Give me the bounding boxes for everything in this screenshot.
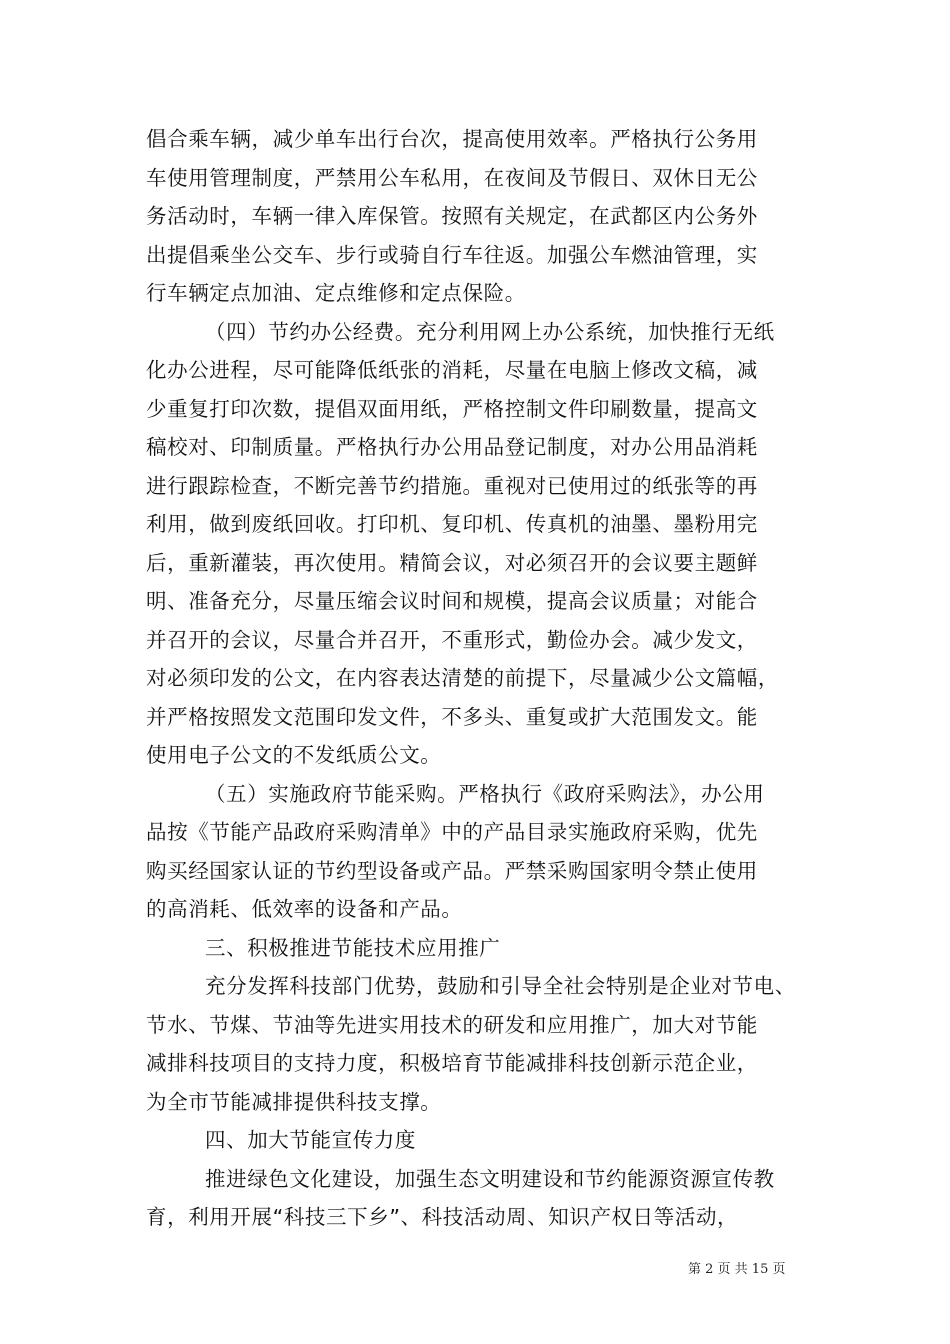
section-heading: 四、加大节能宣传力度: [205, 1128, 416, 1152]
text-line: 行车辆定点加油、定点维修和定点保险。: [146, 281, 526, 305]
text-line: 并严格按照发文范围印发文件，不多头、重复或扩大范围发文。能: [146, 704, 758, 729]
text-line: 购买经国家认证的节约型设备或产品。严禁采购国家明令禁止使用: [146, 858, 758, 883]
text-line: （五）实施政府节能采购。严格执行《政府采购法》，办公用: [205, 781, 765, 806]
text-line: 使用电子公文的不发纸质公文。: [146, 743, 442, 767]
text-line: 充分发挥科技部门优势，鼓励和引导全社会特别是企业对节电、: [205, 974, 796, 998]
text-line: 并召开的会议，尽量合并召开，不重形式，勤俭办会。减少发文，: [146, 627, 758, 652]
text-line: 化办公进程，尽可能降低纸张的消耗，尽量在电脑上修改文稿，减: [146, 358, 758, 382]
text-line: （四）节约办公经费。充分利用网上办公系统，加快推行无纸: [205, 319, 775, 344]
text-line: 进行跟踪检查，不断完善节约措施。重视对已使用过的纸张等的再: [146, 473, 758, 498]
page-number-footer: 第 2 页 共 15 页: [688, 1262, 786, 1277]
text-line: 出提倡乘坐公交车、步行或骑自行车往返。加强公车燃油管理，实: [146, 242, 758, 267]
text-line: 明、准备充分，尽量压缩会议时间和规模，提高会议质量；对能合: [146, 589, 758, 613]
section-heading-publicity: [146, 1121, 806, 1160]
text-line: 对必须印发的公文，在内容表达清楚的前提下，尽量减少公文篇幅，: [146, 666, 779, 690]
text-line: 务活动时，车辆一律入库保管。按照有关规定，在武都区内公务外: [146, 204, 758, 228]
paragraph: [146, 120, 806, 313]
text-line: 为全市节能减排提供科技支撑。: [146, 1089, 442, 1114]
text-line: 节水、节煤、节油等先进实用技术的研发和应用推广，加大对节能: [146, 1012, 758, 1037]
text-line: 育，利用开展“科技三下乡”、科技活动周、知识产权日等活动，: [146, 1205, 739, 1229]
text-line: 减排科技项目的支持力度，积极培育节能减排科技创新示范企业，: [146, 1051, 758, 1075]
paragraph-government-procurement: [146, 775, 806, 929]
text-line: 品按《节能产品政府采购清单》中的产品目录实施政府采购，优先: [146, 820, 758, 844]
text-line: 少重复打印次数，提倡双面用纸，严格控制文件印刷数量，提高文: [146, 396, 758, 421]
text-line: 倡合乘车辆，减少单车出行台次，提高使用效率。严格执行公务用: [146, 127, 758, 151]
document-body: [146, 120, 806, 1237]
text-line: 稿校对、印制质量。严格执行办公用品登记制度，对办公用品消耗: [146, 435, 758, 459]
text-line: 推进绿色文化建设，加强生态文明建设和节约能源资源宣传教: [205, 1166, 775, 1191]
text-line: 利用，做到废纸回收。打印机、复印机、传真机的油墨、墨粉用完: [146, 512, 758, 536]
text-line: 的高消耗、低效率的设备和产品。: [146, 897, 463, 921]
text-line: 车使用管理制度，严禁用公车私用，在夜间及节假日、双休日无公: [146, 165, 758, 190]
paragraph-office-expenses: [146, 313, 806, 775]
paragraph-publicity: [146, 1160, 806, 1237]
section-heading-technology: [146, 929, 806, 968]
section-heading: 三、积极推进节能技术应用推广: [205, 935, 501, 960]
text-line: 后，重新灌装，再次使用。精简会议，对必须召开的会议要主题鲜: [146, 550, 758, 575]
paragraph-technology: [146, 967, 806, 1121]
